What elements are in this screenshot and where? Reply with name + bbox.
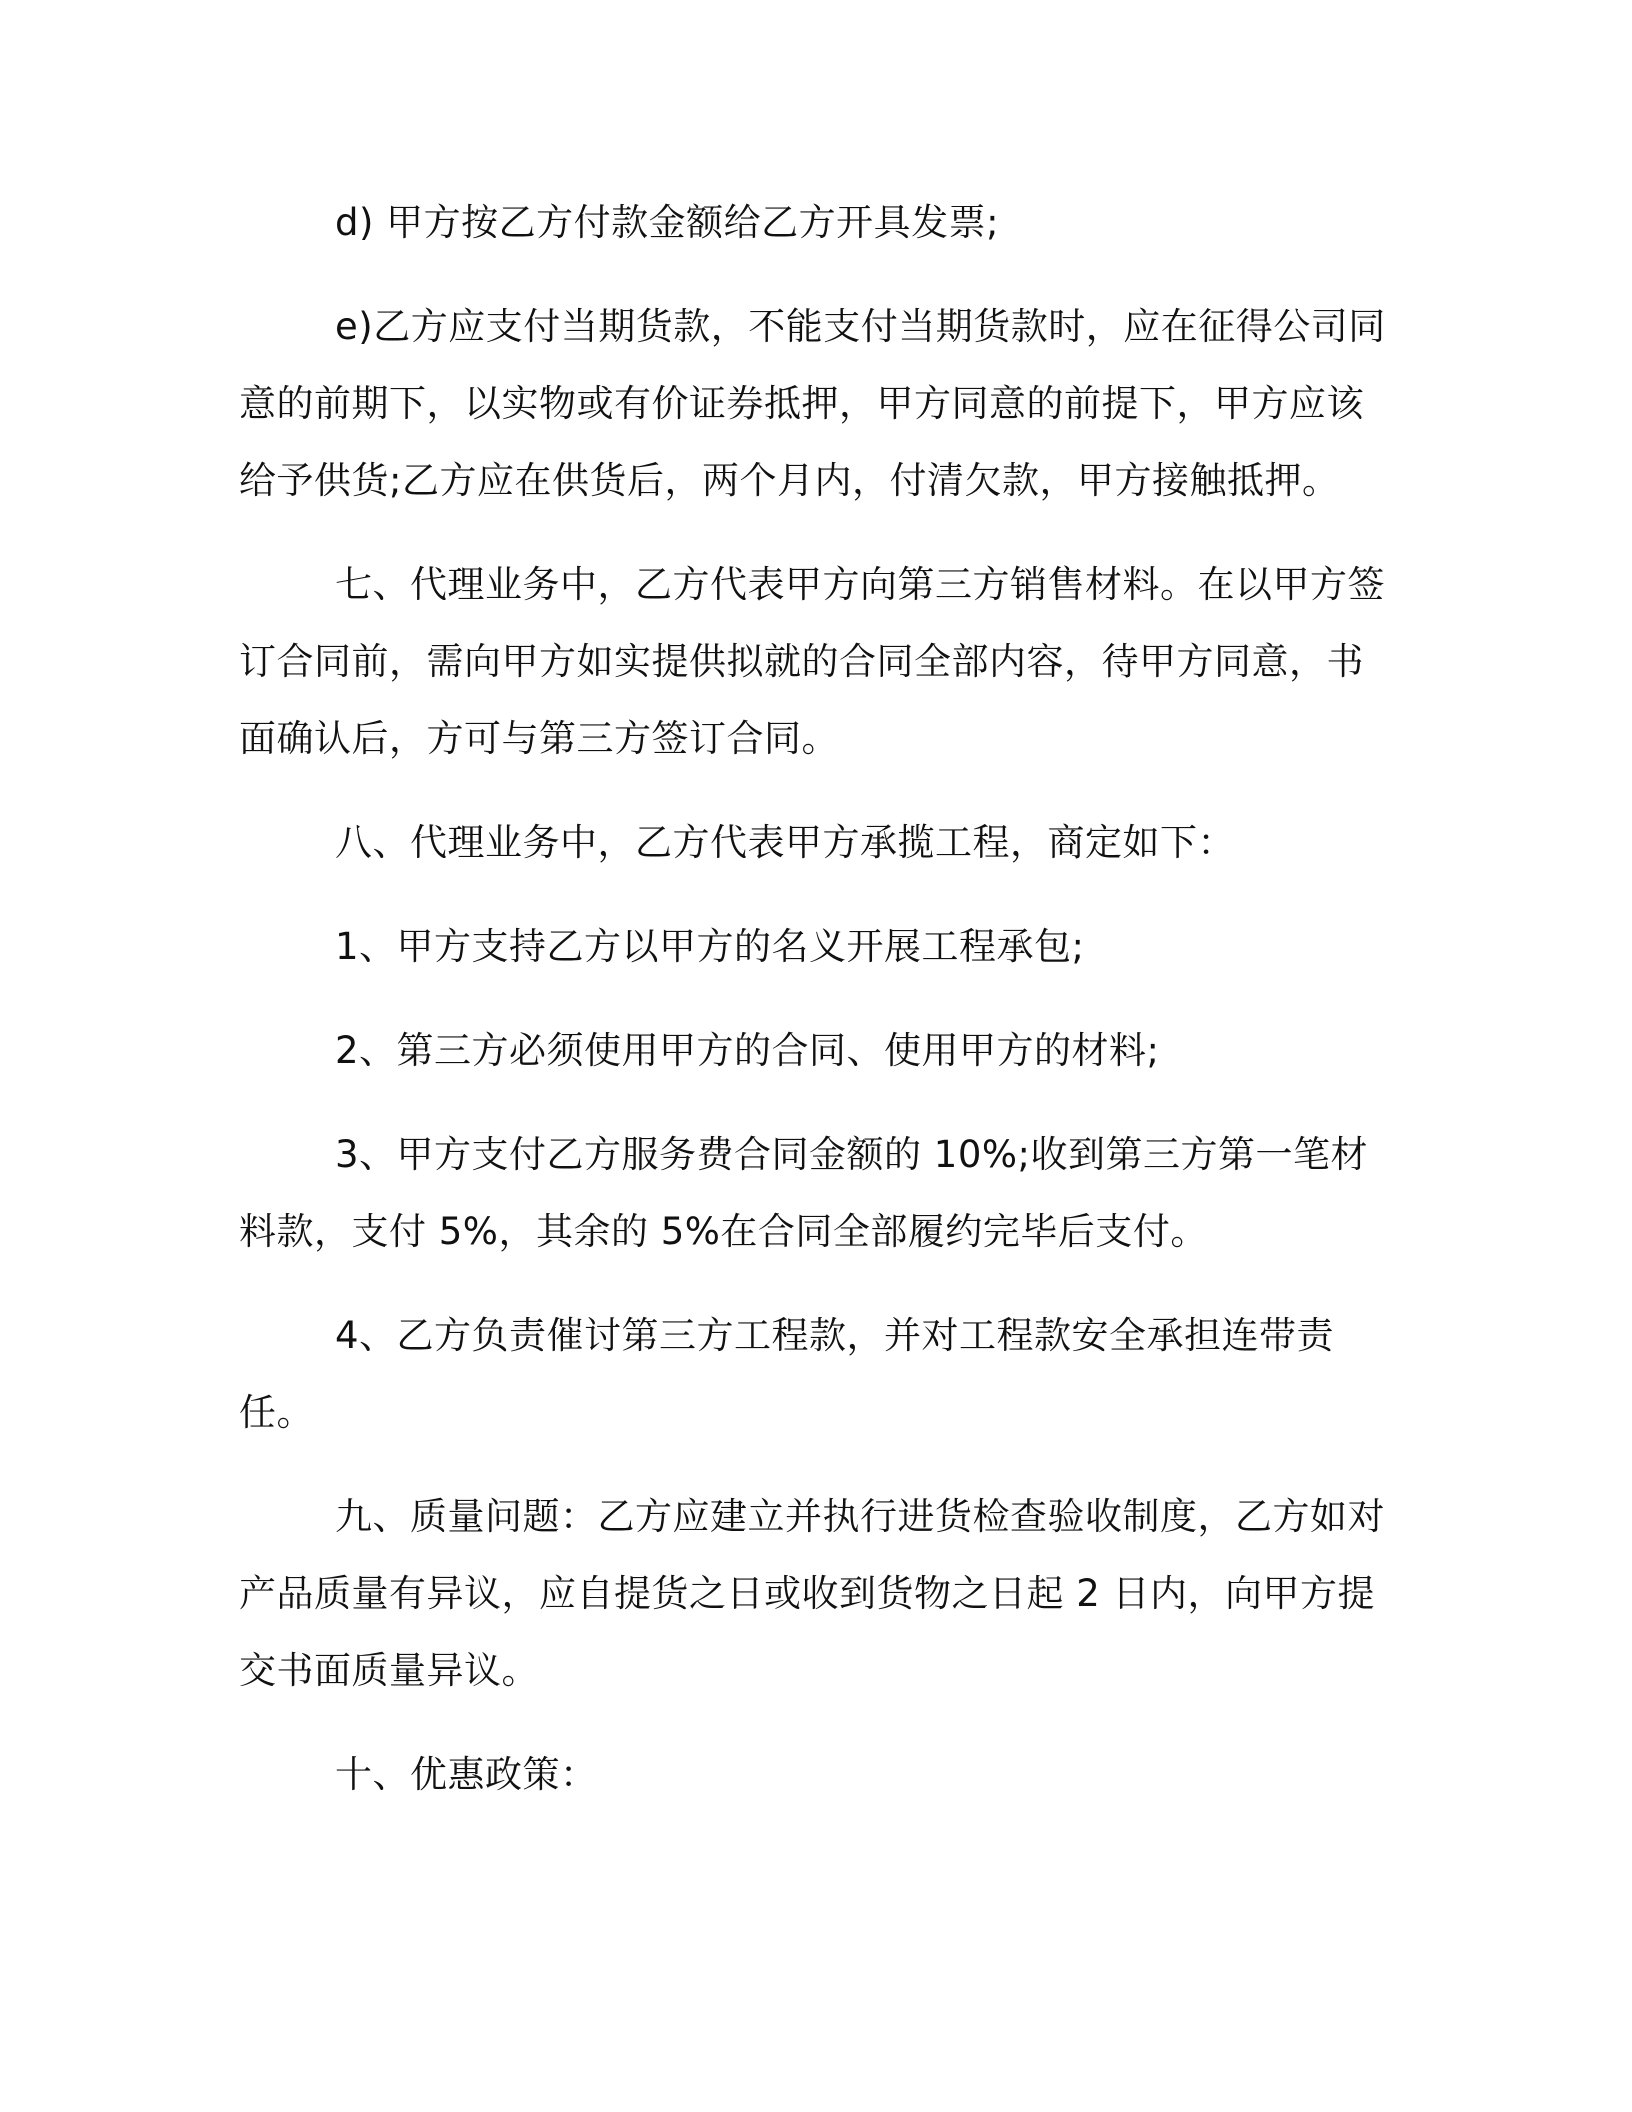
paragraph-item-2: 2、第三方必须使用甲方的合同、使用甲方的材料; xyxy=(335,1029,1160,1072)
paragraph-section-7: 七、代理业务中，乙方代表甲方向第三方销售材料。在以甲方签订合同前，需向甲方如实提供拟就的合同全部内容，待甲方同意，书面确认后，方可与第三方签订合同。 xyxy=(239,563,1385,760)
paragraph-item-4: 4、乙方负责催讨第三方工程款，并对工程款安全承担连带责任。 xyxy=(239,1314,1335,1434)
paragraph-section-9: 九、质量问题：乙方应建立并执行进货检查验收制度，乙方如对产品质量有异议，应自提货之日或收到货物之日起 2 日内，向甲方提交书面质量异议。 xyxy=(239,1495,1385,1692)
paragraph-item-3: 3、甲方支付乙方服务费合同金额的 10%;收到第三方第一笔材料款，支付 5%，其余的 5%在合同全部履约完毕后支付。 xyxy=(239,1133,1369,1253)
paragraph-section-10: 十、优惠政策： xyxy=(335,1753,598,1796)
document-body xyxy=(239,184,1389,1813)
paragraph-invoice: d) 甲方按乙方付款金额给乙方开具发票; xyxy=(335,201,1000,244)
paragraph-section-8: 八、代理业务中，乙方代表甲方承揽工程，商定如下： xyxy=(335,821,1235,864)
paragraph-payment-pledge: e)乙方应支付当期货款，不能支付当期货款时，应在征得公司同意的前期下，以实物或有价证券抵押，甲方同意的前提下，甲方应该给予供货;乙方应在供货后，两个月内，付清欠款，甲方接触抵押。 xyxy=(239,305,1386,502)
paragraph-item-1: 1、甲方支持乙方以甲方的名义开展工程承包; xyxy=(335,925,1085,968)
